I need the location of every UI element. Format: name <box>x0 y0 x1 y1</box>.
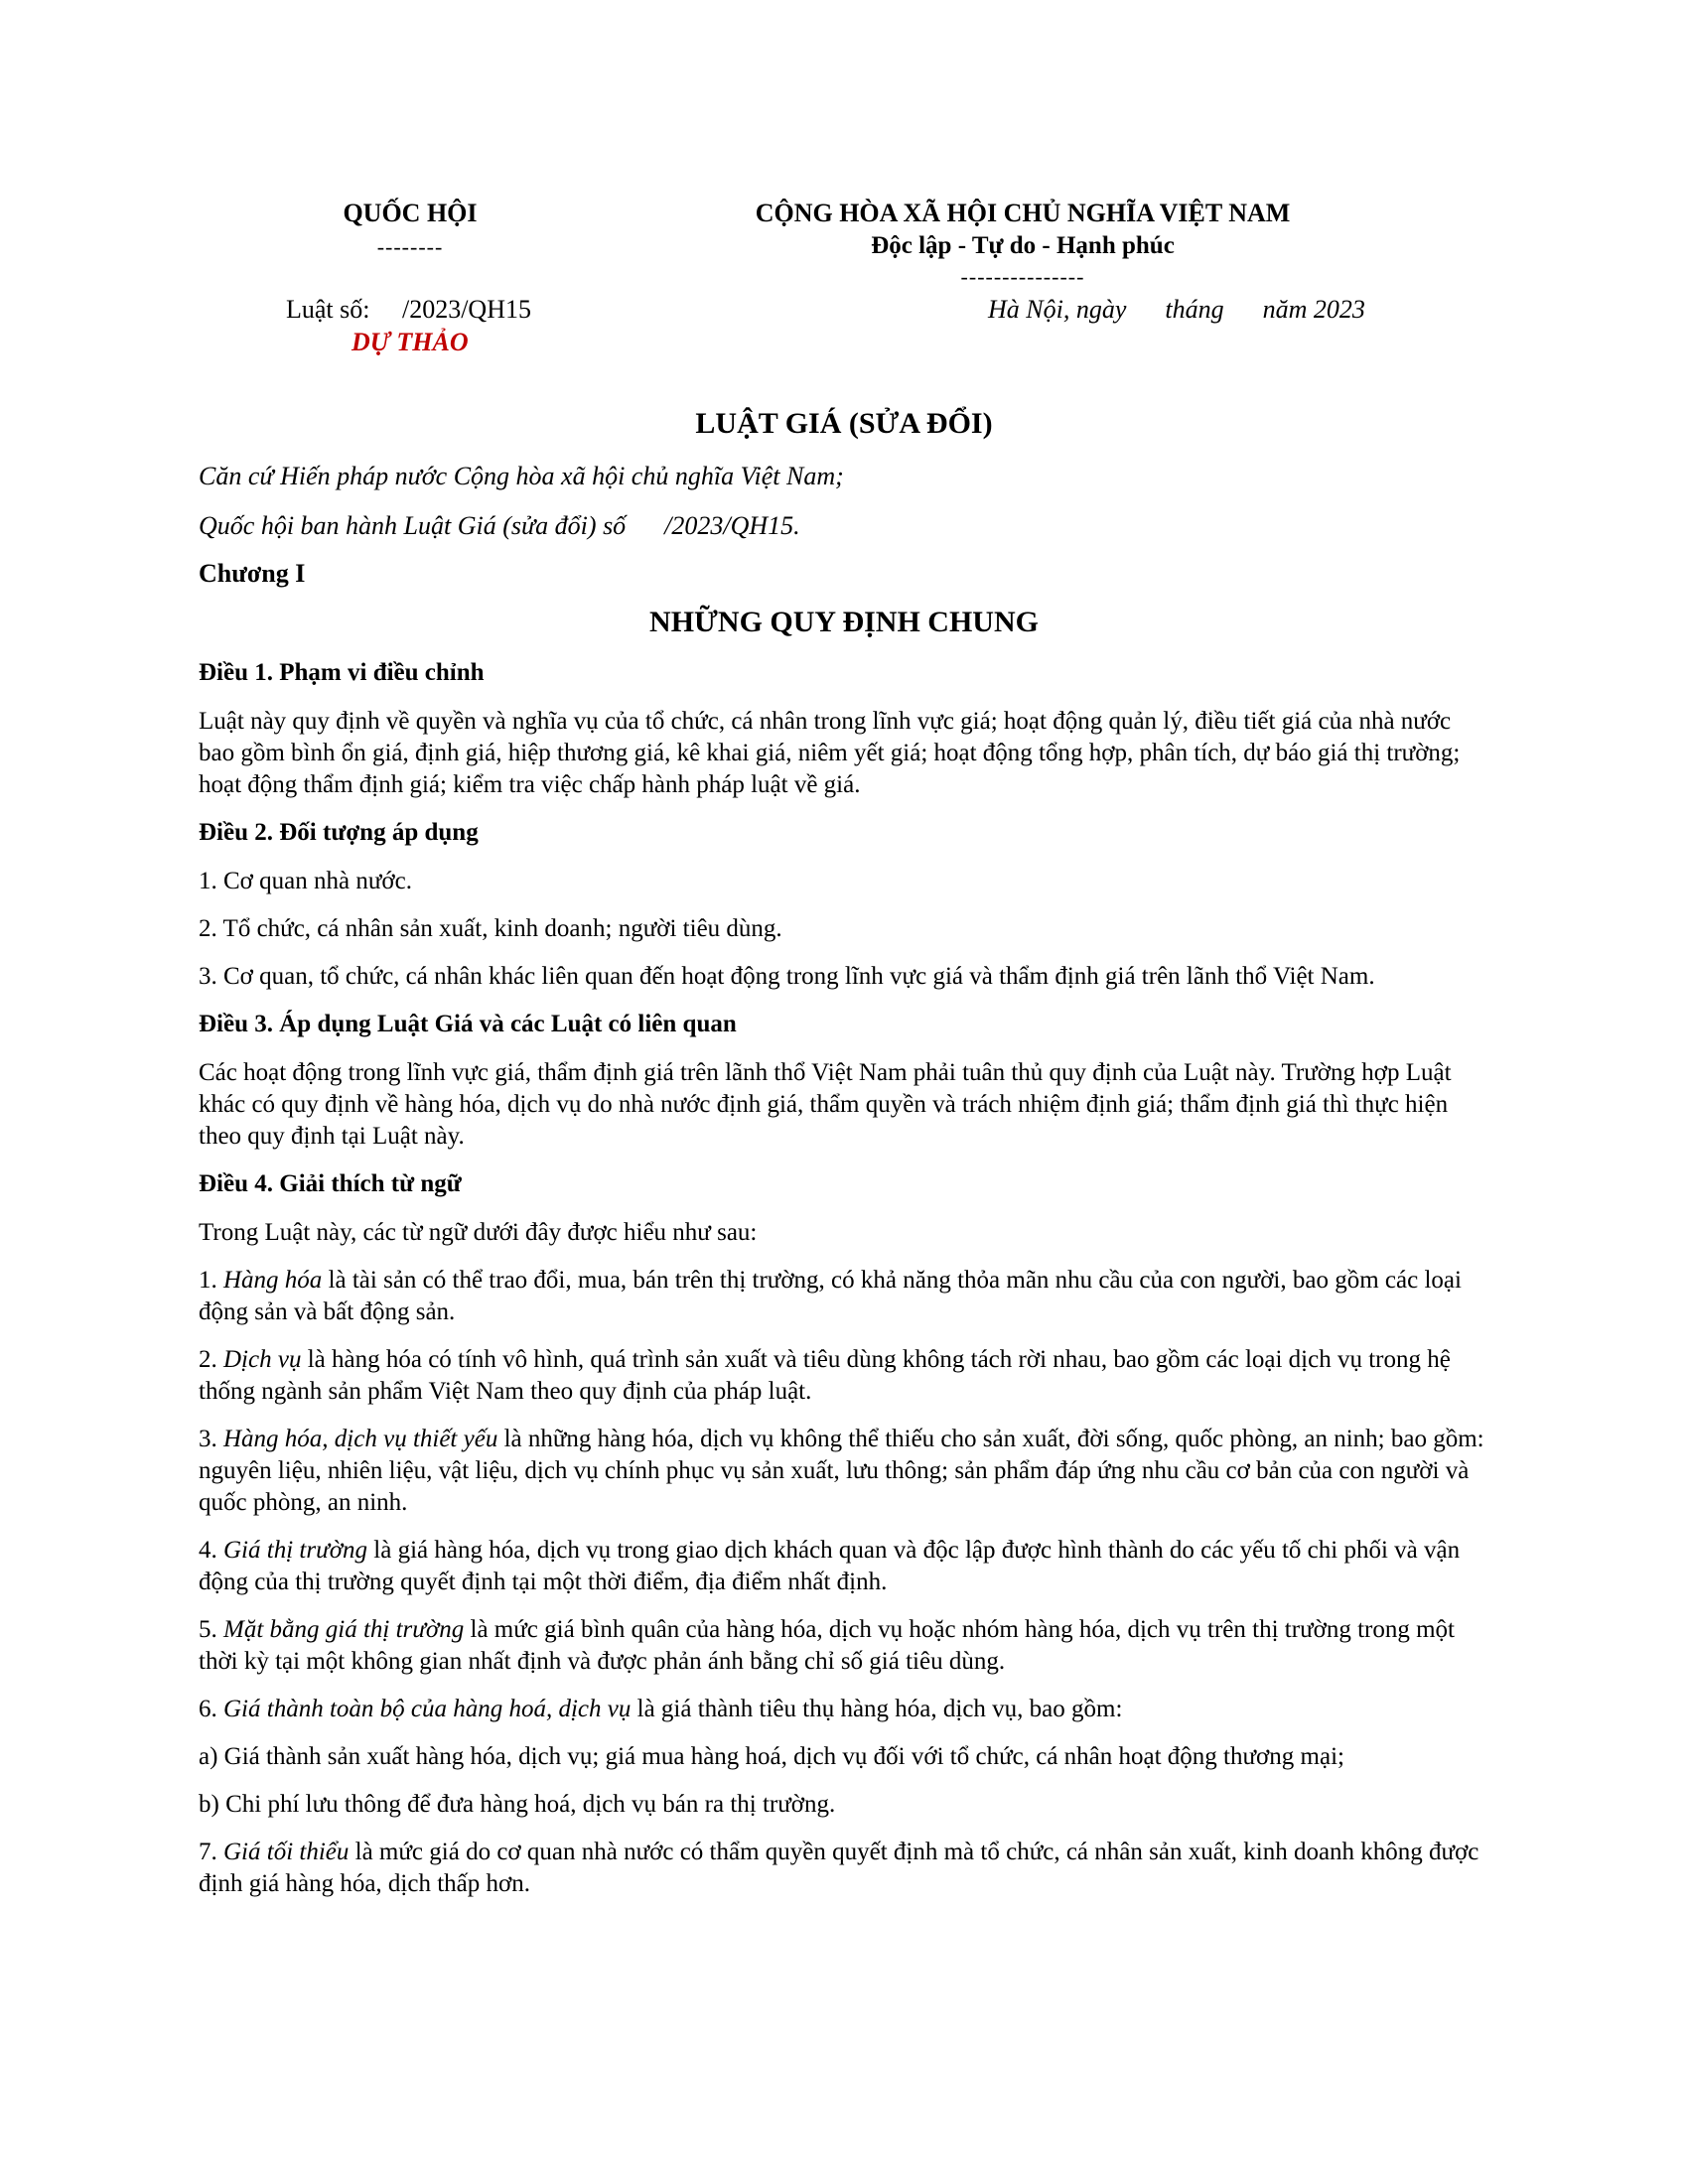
preamble-basis: Căn cứ Hiến pháp nước Cộng hòa xã hội chủ nghĩa Việt Nam; <box>199 462 844 490</box>
defined-term: Giá thị trường <box>223 1537 368 1564</box>
defined-term: Giá tối thiểu <box>223 1839 350 1865</box>
article-2-item: 2. Tổ chức, cá nhân sản xuất, kinh doanh; người tiêu dùng. <box>199 915 782 942</box>
definition-item: 4. Giá thị trường là giá hàng hóa, dịch vụ trong giao dịch khách quan và độc lập được hình thành do các yếu tố chi phối và vận động của thị trường quyết định tại một thời điểm, địa điểm nhất định. <box>199 1537 1461 1595</box>
article-2-item: 3. Cơ quan, tổ chức, cá nhân khác liên quan đến hoạt động trong lĩnh vực giá và thẩm định giá trên lãnh thổ Việt Nam. <box>199 963 1375 990</box>
article-4-intro: Trong Luật này, các từ ngữ dưới đây được hiểu như sau: <box>199 1219 758 1246</box>
article-2-item: 1. Cơ quan nhà nước. <box>199 868 412 894</box>
definition-sub-item: b) Chi phí lưu thông để đưa hàng hoá, dịch vụ bán ra thị trường. <box>199 1791 836 1818</box>
article-1-heading: Điều 1. Phạm vi điều chỉnh <box>199 659 485 686</box>
chapter-label: Chương I <box>199 559 306 588</box>
issuing-body: QUỐC HỘI <box>343 199 478 227</box>
definition-sub-item: a) Giá thành sản xuất hàng hóa, dịch vụ; giá mua hàng hoá, dịch vụ đối với tổ chức, cá nhân hoạt động thương mại; <box>199 1743 1344 1770</box>
definition-item: 2. Dịch vụ là hàng hóa có tính vô hình, quá trình sản xuất và tiêu dùng không tách rời nhau, bao gồm các loại dịch vụ trong hệ thống ngành sản phẩm Việt Nam theo quy định của pháp luật. <box>199 1346 1451 1405</box>
article-3-heading: Điều 3. Áp dụng Luật Giá và các Luật có liên quan <box>199 1011 737 1037</box>
article-3-text: Các hoạt động trong lĩnh vực giá, thẩm định giá trên lãnh thổ Việt Nam phải tuân thủ quy định của Luật này. Trường hợp Luật khác có quy định về hàng hóa, dịch vụ do nhà nước định giá, thẩm quyền và trách nhiệm định giá; thẩm định giá thì thực hiện theo quy định tại Luật này. <box>199 1059 1452 1150</box>
law-number: Luật số: /2023/QH15 <box>286 295 531 324</box>
defined-term: Giá thành toàn bộ của hàng hoá, dịch vụ <box>223 1696 632 1722</box>
article-1-text: Luật này quy định về quyền và nghĩa vụ của tổ chức, cá nhân trong lĩnh vực giá; hoạt động quản lý, điều tiết giá của nhà nước bao gồm bình ổn giá, định giá, hiệp thương giá, kê khai giá, niêm yết giá; hoạt động tổng hợp, phân tích, dự báo giá thị trường; hoạt động thẩm định giá; kiểm tra việc chấp hành pháp luật về giá. <box>199 708 1461 798</box>
defined-term: Dịch vụ <box>223 1346 302 1373</box>
article-2-heading: Điều 2. Đối tượng áp dụng <box>199 819 479 846</box>
article-4-heading: Điều 4. Giải thích từ ngữ <box>199 1170 462 1197</box>
place-date: Hà Nội, ngày tháng năm 2023 <box>988 295 1365 324</box>
chapter-title: NHỮNG QUY ĐỊNH CHUNG <box>649 606 1039 638</box>
defined-term: Hàng hóa, dịch vụ thiết yếu <box>223 1426 498 1452</box>
definition-item: 3. Hàng hóa, dịch vụ thiết yếu là những hàng hóa, dịch vụ không thể thiếu cho sản xuất, đời sống, quốc phòng, an ninh; bao gồm: nguyên liệu, nhiên liệu, vật liệu, dịch vụ chính phục vụ sản xuất, lưu thông; sản phẩm đáp ứng nhu cầu cơ bản của con người và quốc phòng, an ninh. <box>199 1426 1484 1516</box>
defined-term: Hàng hóa <box>223 1267 323 1294</box>
defined-term: Mặt bằng giá thị trường <box>223 1616 465 1643</box>
definition-item: 1. Hàng hóa là tài sản có thể trao đổi, mua, bán trên thị trường, có khả năng thỏa mãn nhu cầu của con người, bao gồm các loại động sản và bất động sản. <box>199 1267 1462 1325</box>
national-title: CỘNG HÒA XÃ HỘI CHỦ NGHĨA VIỆT NAM <box>755 199 1291 227</box>
definition-item: 5. Mặt bằng giá thị trường là mức giá bình quân của hàng hóa, dịch vụ hoặc nhóm hàng hóa, dịch vụ trên thị trường trong một thời kỳ tại một không gian nhất định và được phản ánh bằng chỉ số giá tiêu dùng. <box>199 1616 1455 1675</box>
preamble-enactment: Quốc hội ban hành Luật Giá (sửa đổi) số /2023/QH15. <box>199 511 800 540</box>
national-motto: Độc lập - Tự do - Hạnh phúc <box>871 232 1175 259</box>
document-title: LUẬT GIÁ (SỬA ĐỔI) <box>695 407 993 440</box>
definition-item: 7. Giá tối thiểu là mức giá do cơ quan nhà nước có thẩm quyền quyết định mà tổ chức, cá nhân sản xuất, kinh doanh không được định giá hàng hóa, dịch thấp hơn. <box>199 1839 1479 1897</box>
issuing-body-divider: -------- <box>376 234 444 259</box>
law-body <box>199 657 1489 1916</box>
national-motto-divider: --------------- <box>960 264 1085 289</box>
draft-stamp: DỰ THẢO <box>352 328 469 356</box>
definition-item: 6. Giá thành toàn bộ của hàng hoá, dịch vụ là giá thành tiêu thụ hàng hóa, dịch vụ, bao gồm: <box>199 1696 1123 1722</box>
